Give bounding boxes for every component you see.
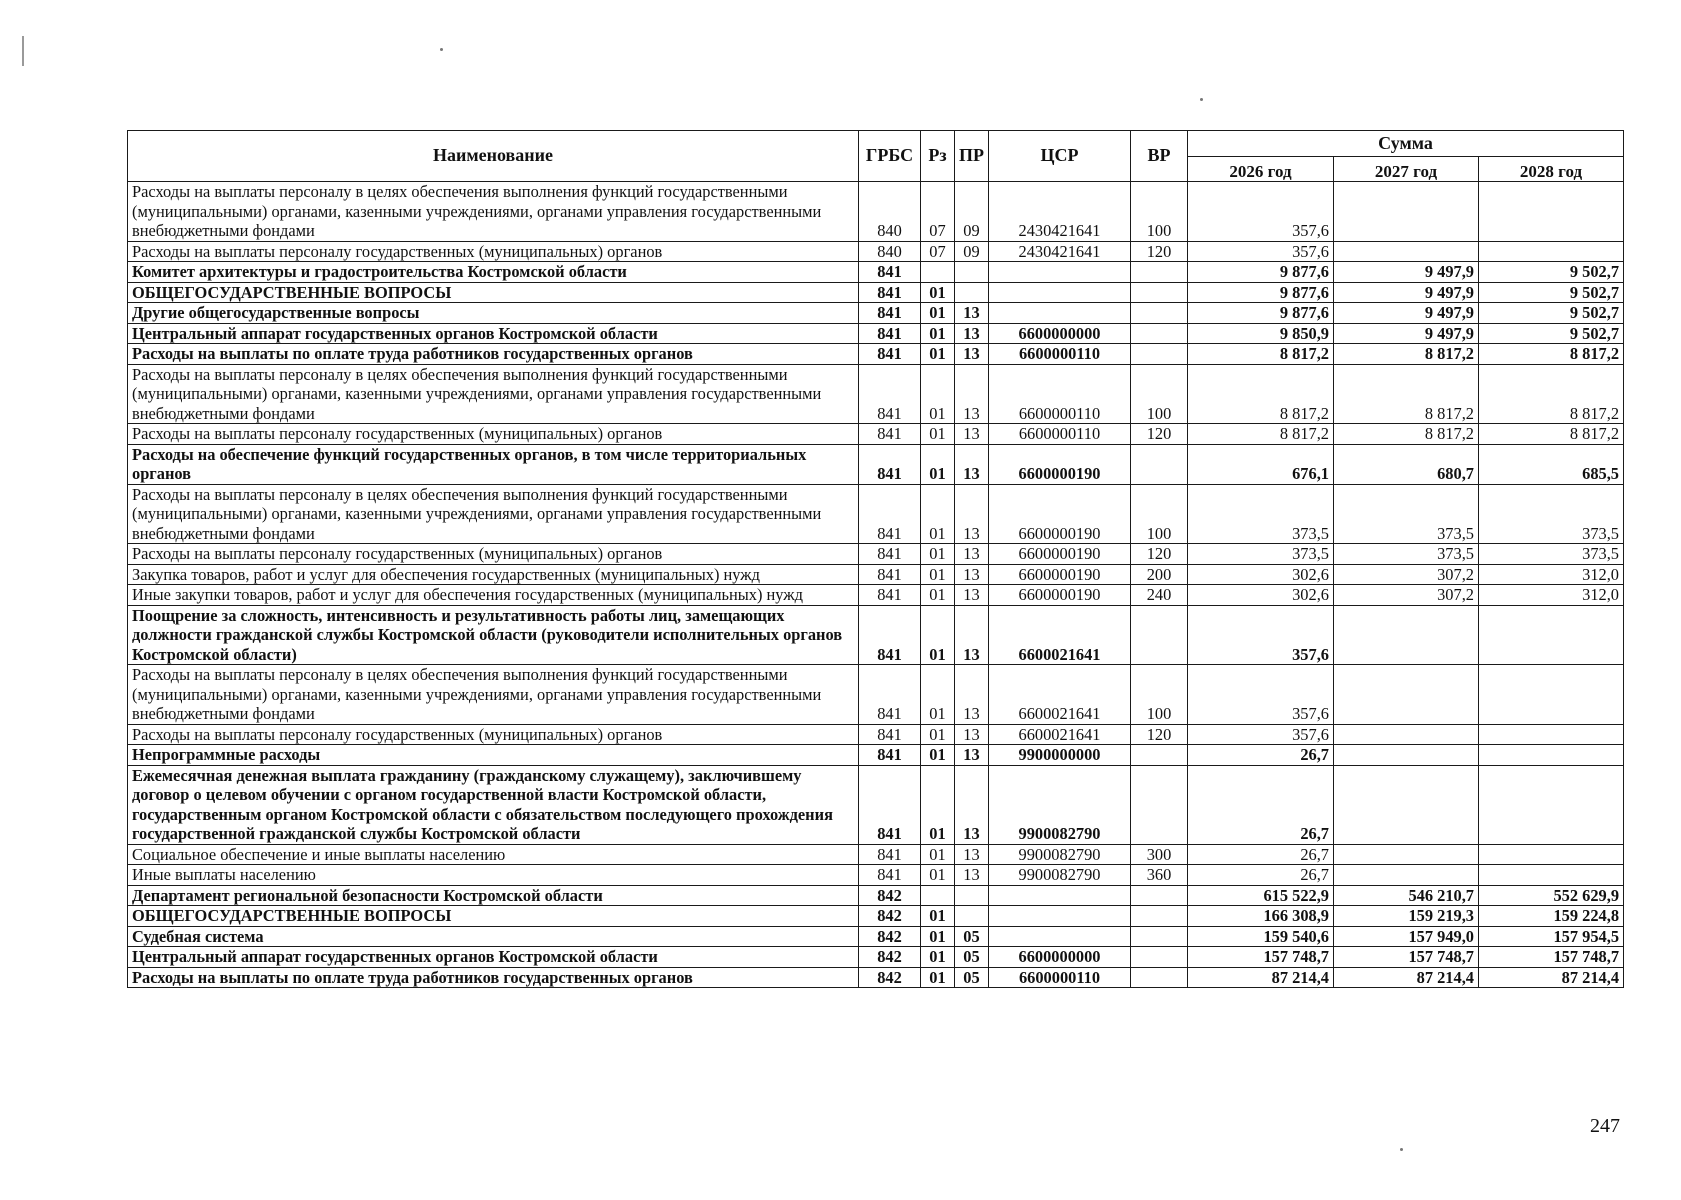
- cell-pr: 05: [955, 926, 989, 947]
- cell-csr: [989, 885, 1131, 906]
- cell-csr: 6600000190: [989, 564, 1131, 585]
- cell-csr: 9900082790: [989, 765, 1131, 844]
- cell-vr: 100: [1131, 364, 1188, 424]
- cell-pr: 13: [955, 564, 989, 585]
- header-rz: Рз: [921, 131, 955, 182]
- cell-2028: 552 629,9: [1479, 885, 1624, 906]
- cell-vr: [1131, 262, 1188, 283]
- cell-2027: 546 210,7: [1334, 885, 1479, 906]
- cell-2026: 9 850,9: [1188, 323, 1334, 344]
- cell-2027: 373,5: [1334, 484, 1479, 544]
- cell-grbs: 841: [859, 865, 921, 886]
- cell-pr: 13: [955, 323, 989, 344]
- cell-2026: 26,7: [1188, 745, 1334, 766]
- cell-grbs: 840: [859, 241, 921, 262]
- cell-grbs: 841: [859, 364, 921, 424]
- cell-2026: 8 817,2: [1188, 344, 1334, 365]
- cell-csr: 6600000000: [989, 947, 1131, 968]
- table-row: [128, 364, 1624, 424]
- cell-vr: [1131, 303, 1188, 324]
- cell-csr: 6600021641: [989, 724, 1131, 745]
- cell-2028: 8 817,2: [1479, 344, 1624, 365]
- cell-2027: 159 219,3: [1334, 906, 1479, 927]
- cell-pr: 13: [955, 364, 989, 424]
- cell-2028: 9 502,7: [1479, 323, 1624, 344]
- cell-grbs: 841: [859, 484, 921, 544]
- cell-name: Расходы на выплаты персоналу государственных (муниципальных) органов: [128, 544, 859, 565]
- cell-rz: 01: [921, 844, 955, 865]
- cell-rz: 01: [921, 947, 955, 968]
- cell-2028: 312,0: [1479, 564, 1624, 585]
- cell-grbs: 841: [859, 323, 921, 344]
- cell-csr: 9900082790: [989, 865, 1131, 886]
- cell-2027: [1334, 844, 1479, 865]
- table-row: [128, 885, 1624, 906]
- cell-2027: [1334, 665, 1479, 725]
- cell-2028: [1479, 745, 1624, 766]
- cell-2028: 8 817,2: [1479, 364, 1624, 424]
- cell-grbs: 841: [859, 424, 921, 445]
- cell-2026: 26,7: [1188, 765, 1334, 844]
- cell-vr: [1131, 947, 1188, 968]
- cell-vr: [1131, 282, 1188, 303]
- cell-rz: 01: [921, 323, 955, 344]
- cell-vr: [1131, 967, 1188, 988]
- cell-name: Иные выплаты населению: [128, 865, 859, 886]
- cell-pr: 09: [955, 182, 989, 242]
- scan-edge-mark: [22, 36, 24, 66]
- cell-csr: 9900082790: [989, 844, 1131, 865]
- table-row: [128, 323, 1624, 344]
- cell-name: Социальное обеспечение и иные выплаты населению: [128, 844, 859, 865]
- cell-name: Расходы на выплаты по оплате труда работников государственных органов: [128, 344, 859, 365]
- cell-rz: 01: [921, 303, 955, 324]
- cell-2026: 8 817,2: [1188, 364, 1334, 424]
- cell-vr: [1131, 344, 1188, 365]
- cell-rz: 01: [921, 564, 955, 585]
- cell-name: Поощрение за сложность, интенсивность и результативность работы лиц, замещающих должности гражданской службы Костромской области (руководители исполнительных органов Костромской области): [128, 605, 859, 665]
- cell-grbs: 841: [859, 282, 921, 303]
- cell-pr: 13: [955, 665, 989, 725]
- cell-rz: 01: [921, 544, 955, 565]
- cell-vr: 100: [1131, 182, 1188, 242]
- cell-2027: 9 497,9: [1334, 282, 1479, 303]
- cell-grbs: 841: [859, 544, 921, 565]
- cell-name: Иные закупки товаров, работ и услуг для обеспечения государственных (муниципальных) нужд: [128, 585, 859, 606]
- table-row: [128, 605, 1624, 665]
- cell-2026: 373,5: [1188, 484, 1334, 544]
- cell-vr: 100: [1131, 484, 1188, 544]
- cell-rz: 01: [921, 344, 955, 365]
- header-sum: Сумма: [1188, 131, 1624, 157]
- cell-grbs: 840: [859, 182, 921, 242]
- cell-name: Центральный аппарат государственных органов Костромской области: [128, 323, 859, 344]
- cell-2027: [1334, 724, 1479, 745]
- cell-name: ОБЩЕГОСУДАРСТВЕННЫЕ ВОПРОСЫ: [128, 906, 859, 927]
- cell-2026: 26,7: [1188, 865, 1334, 886]
- cell-2027: 8 817,2: [1334, 424, 1479, 445]
- cell-name: Ежемесячная денежная выплата гражданину (гражданскому служащему), заключившему договор о целевом обучении с органом государственной власти Костромской области, государственным органом Костромской области с обязательством последующего прохождения государственной гражданской службы Костромской области: [128, 765, 859, 844]
- cell-vr: [1131, 885, 1188, 906]
- cell-rz: 01: [921, 745, 955, 766]
- cell-pr: [955, 885, 989, 906]
- header-name: Наименование: [128, 131, 859, 182]
- cell-2026: 9 877,6: [1188, 282, 1334, 303]
- cell-2028: [1479, 665, 1624, 725]
- cell-2028: 9 502,7: [1479, 282, 1624, 303]
- table-row: [128, 585, 1624, 606]
- cell-vr: 120: [1131, 241, 1188, 262]
- header-grbs: ГРБС: [859, 131, 921, 182]
- cell-name: Судебная система: [128, 926, 859, 947]
- cell-2026: 9 877,6: [1188, 303, 1334, 324]
- cell-csr: 2430421641: [989, 182, 1131, 242]
- cell-rz: 01: [921, 585, 955, 606]
- header-pr: ПР: [955, 131, 989, 182]
- table-row: [128, 947, 1624, 968]
- cell-2026: 302,6: [1188, 585, 1334, 606]
- cell-2028: [1479, 182, 1624, 242]
- cell-grbs: 841: [859, 844, 921, 865]
- cell-2027: 9 497,9: [1334, 303, 1479, 324]
- cell-2028: 312,0: [1479, 585, 1624, 606]
- header-vr: ВР: [1131, 131, 1188, 182]
- header-year-2028: 2028 год: [1479, 157, 1624, 182]
- cell-name: Другие общегосударственные вопросы: [128, 303, 859, 324]
- cell-rz: 01: [921, 282, 955, 303]
- header-year-2027: 2027 год: [1334, 157, 1479, 182]
- cell-vr: 240: [1131, 585, 1188, 606]
- cell-2028: 8 817,2: [1479, 424, 1624, 445]
- cell-csr: 6600000110: [989, 967, 1131, 988]
- cell-name: Расходы на выплаты персоналу в целях обеспечения выполнения функций государственными (муниципальными) органами, казенными учреждениями, органами управления государственными внебюджетными фондами: [128, 364, 859, 424]
- cell-grbs: 841: [859, 585, 921, 606]
- cell-name: Расходы на выплаты персоналу государственных (муниципальных) органов: [128, 424, 859, 445]
- cell-2026: 87 214,4: [1188, 967, 1334, 988]
- cell-grbs: 841: [859, 564, 921, 585]
- table-row: [128, 424, 1624, 445]
- cell-2027: 8 817,2: [1334, 364, 1479, 424]
- cell-csr: [989, 906, 1131, 927]
- cell-2026: 166 308,9: [1188, 906, 1334, 927]
- cell-vr: 360: [1131, 865, 1188, 886]
- cell-2027: [1334, 182, 1479, 242]
- cell-rz: 07: [921, 241, 955, 262]
- scan-speck: [1200, 98, 1203, 101]
- cell-2028: [1479, 241, 1624, 262]
- cell-pr: 13: [955, 484, 989, 544]
- cell-pr: 13: [955, 844, 989, 865]
- cell-pr: 09: [955, 241, 989, 262]
- cell-rz: [921, 885, 955, 906]
- cell-grbs: 842: [859, 906, 921, 927]
- cell-name: Комитет архитектуры и градостроительства Костромской области: [128, 262, 859, 283]
- cell-2026: 373,5: [1188, 544, 1334, 565]
- cell-name: Расходы на выплаты персоналу в целях обеспечения выполнения функций государственными (муниципальными) органами, казенными учреждениями, органами управления государственными внебюджетными фондами: [128, 182, 859, 242]
- cell-csr: [989, 926, 1131, 947]
- cell-2026: 159 540,6: [1188, 926, 1334, 947]
- cell-2026: 357,6: [1188, 665, 1334, 725]
- cell-2027: 307,2: [1334, 585, 1479, 606]
- cell-grbs: 842: [859, 926, 921, 947]
- cell-name: Расходы на выплаты персоналу государственных (муниципальных) органов: [128, 724, 859, 745]
- cell-csr: 6600000190: [989, 484, 1131, 544]
- cell-pr: 13: [955, 303, 989, 324]
- cell-vr: [1131, 926, 1188, 947]
- cell-name: Расходы на выплаты персоналу в целях обеспечения выполнения функций государственными (муниципальными) органами, казенными учреждениями, органами управления государственными внебюджетными фондами: [128, 665, 859, 725]
- cell-vr: 100: [1131, 665, 1188, 725]
- header-csr: ЦСР: [989, 131, 1131, 182]
- cell-2028: 157 954,5: [1479, 926, 1624, 947]
- cell-2028: [1479, 605, 1624, 665]
- table-row: [128, 262, 1624, 283]
- cell-rz: [921, 262, 955, 283]
- cell-pr: 05: [955, 947, 989, 968]
- cell-vr: [1131, 323, 1188, 344]
- table-row: [128, 665, 1624, 725]
- cell-pr: 13: [955, 444, 989, 484]
- cell-2027: 307,2: [1334, 564, 1479, 585]
- cell-2026: 302,6: [1188, 564, 1334, 585]
- cell-2026: 9 877,6: [1188, 262, 1334, 283]
- cell-pr: [955, 906, 989, 927]
- table-row: [128, 544, 1624, 565]
- table-row: [128, 484, 1624, 544]
- cell-2028: 685,5: [1479, 444, 1624, 484]
- cell-2026: 8 817,2: [1188, 424, 1334, 445]
- cell-pr: 05: [955, 967, 989, 988]
- cell-2026: 615 522,9: [1188, 885, 1334, 906]
- cell-pr: 13: [955, 745, 989, 766]
- cell-grbs: 841: [859, 765, 921, 844]
- cell-vr: [1131, 605, 1188, 665]
- page-number: 247: [1590, 1115, 1620, 1137]
- cell-2026: 357,6: [1188, 724, 1334, 745]
- cell-2026: 357,6: [1188, 182, 1334, 242]
- cell-2028: [1479, 724, 1624, 745]
- table-row: [128, 444, 1624, 484]
- cell-vr: [1131, 745, 1188, 766]
- cell-csr: 6600000110: [989, 424, 1131, 445]
- cell-name: Расходы на выплаты персоналу в целях обеспечения выполнения функций государственными (муниципальными) органами, казенными учреждениями, органами управления государственными внебюджетными фондами: [128, 484, 859, 544]
- cell-vr: 120: [1131, 544, 1188, 565]
- cell-pr: 13: [955, 765, 989, 844]
- table-row: [128, 844, 1624, 865]
- cell-csr: [989, 303, 1131, 324]
- cell-vr: 200: [1131, 564, 1188, 585]
- table-row: [128, 906, 1624, 927]
- cell-rz: 01: [921, 424, 955, 445]
- cell-2028: 159 224,8: [1479, 906, 1624, 927]
- cell-2027: 9 497,9: [1334, 323, 1479, 344]
- cell-name: Центральный аппарат государственных органов Костромской области: [128, 947, 859, 968]
- table-row: [128, 282, 1624, 303]
- cell-pr: [955, 282, 989, 303]
- cell-name: ОБЩЕГОСУДАРСТВЕННЫЕ ВОПРОСЫ: [128, 282, 859, 303]
- cell-rz: 01: [921, 364, 955, 424]
- cell-2028: 373,5: [1479, 484, 1624, 544]
- table-row: [128, 745, 1624, 766]
- cell-pr: 13: [955, 585, 989, 606]
- cell-rz: 01: [921, 665, 955, 725]
- table-row: [128, 564, 1624, 585]
- cell-name: Непрограммные расходы: [128, 745, 859, 766]
- cell-pr: 13: [955, 865, 989, 886]
- cell-name: Расходы на выплаты персоналу государственных (муниципальных) органов: [128, 241, 859, 262]
- cell-2027: 373,5: [1334, 544, 1479, 565]
- cell-csr: 6600000110: [989, 344, 1131, 365]
- cell-2026: 676,1: [1188, 444, 1334, 484]
- cell-name: Закупка товаров, работ и услуг для обеспечения государственных (муниципальных) нужд: [128, 564, 859, 585]
- cell-2027: 157 748,7: [1334, 947, 1479, 968]
- cell-csr: 6600000110: [989, 364, 1131, 424]
- table-body: [128, 182, 1624, 988]
- cell-grbs: 841: [859, 262, 921, 283]
- cell-vr: 300: [1131, 844, 1188, 865]
- cell-vr: [1131, 906, 1188, 927]
- cell-vr: [1131, 765, 1188, 844]
- cell-csr: 6600000190: [989, 544, 1131, 565]
- cell-csr: 9900000000: [989, 745, 1131, 766]
- budget-table: [127, 130, 1624, 988]
- scan-speck: [440, 48, 443, 51]
- cell-csr: 6600021641: [989, 605, 1131, 665]
- table-row: [128, 241, 1624, 262]
- cell-csr: 2430421641: [989, 241, 1131, 262]
- cell-csr: 6600000190: [989, 444, 1131, 484]
- cell-2027: [1334, 765, 1479, 844]
- cell-rz: 01: [921, 765, 955, 844]
- cell-grbs: 841: [859, 444, 921, 484]
- cell-vr: [1131, 444, 1188, 484]
- cell-2027: 8 817,2: [1334, 344, 1479, 365]
- cell-2028: [1479, 765, 1624, 844]
- cell-name: Расходы на выплаты по оплате труда работников государственных органов: [128, 967, 859, 988]
- cell-pr: 13: [955, 724, 989, 745]
- cell-rz: 01: [921, 926, 955, 947]
- cell-2026: 26,7: [1188, 844, 1334, 865]
- cell-2026: 157 748,7: [1188, 947, 1334, 968]
- cell-rz: 01: [921, 865, 955, 886]
- table-row: [128, 182, 1624, 242]
- cell-rz: 01: [921, 906, 955, 927]
- cell-pr: 13: [955, 605, 989, 665]
- table-row: [128, 344, 1624, 365]
- cell-2027: [1334, 865, 1479, 886]
- cell-2027: 9 497,9: [1334, 262, 1479, 283]
- cell-2028: [1479, 844, 1624, 865]
- cell-2027: [1334, 241, 1479, 262]
- cell-csr: 6600021641: [989, 665, 1131, 725]
- cell-grbs: 841: [859, 724, 921, 745]
- cell-grbs: 841: [859, 303, 921, 324]
- cell-pr: [955, 262, 989, 283]
- cell-2028: 157 748,7: [1479, 947, 1624, 968]
- header-year-2026: 2026 год: [1188, 157, 1334, 182]
- cell-csr: 6600000190: [989, 585, 1131, 606]
- cell-rz: 01: [921, 967, 955, 988]
- cell-rz: 01: [921, 724, 955, 745]
- table-row: [128, 765, 1624, 844]
- cell-2027: 680,7: [1334, 444, 1479, 484]
- cell-vr: 120: [1131, 724, 1188, 745]
- cell-pr: 13: [955, 544, 989, 565]
- cell-grbs: 842: [859, 947, 921, 968]
- cell-2027: [1334, 605, 1479, 665]
- cell-2027: 87 214,4: [1334, 967, 1479, 988]
- cell-2028: [1479, 865, 1624, 886]
- cell-pr: 13: [955, 344, 989, 365]
- table-row: [128, 724, 1624, 745]
- cell-grbs: 841: [859, 745, 921, 766]
- cell-grbs: 841: [859, 605, 921, 665]
- cell-grbs: 842: [859, 885, 921, 906]
- cell-2028: 87 214,4: [1479, 967, 1624, 988]
- cell-pr: 13: [955, 424, 989, 445]
- cell-rz: 01: [921, 484, 955, 544]
- table-row: [128, 967, 1624, 988]
- table-row: [128, 303, 1624, 324]
- cell-name: Расходы на обеспечение функций государственных органов, в том числе территориальных органов: [128, 444, 859, 484]
- cell-grbs: 841: [859, 344, 921, 365]
- cell-csr: 6600000000: [989, 323, 1131, 344]
- cell-name: Департамент региональной безопасности Костромской области: [128, 885, 859, 906]
- cell-csr: [989, 282, 1131, 303]
- table-row: [128, 865, 1624, 886]
- cell-2026: 357,6: [1188, 605, 1334, 665]
- cell-2026: 357,6: [1188, 241, 1334, 262]
- cell-grbs: 841: [859, 665, 921, 725]
- cell-2027: 157 949,0: [1334, 926, 1479, 947]
- scan-speck: [1400, 1148, 1403, 1151]
- cell-2028: 373,5: [1479, 544, 1624, 565]
- cell-grbs: 842: [859, 967, 921, 988]
- cell-rz: 07: [921, 182, 955, 242]
- cell-2027: [1334, 745, 1479, 766]
- cell-2028: 9 502,7: [1479, 303, 1624, 324]
- cell-2028: 9 502,7: [1479, 262, 1624, 283]
- cell-rz: 01: [921, 605, 955, 665]
- table-row: [128, 926, 1624, 947]
- cell-rz: 01: [921, 444, 955, 484]
- cell-csr: [989, 262, 1131, 283]
- cell-vr: 120: [1131, 424, 1188, 445]
